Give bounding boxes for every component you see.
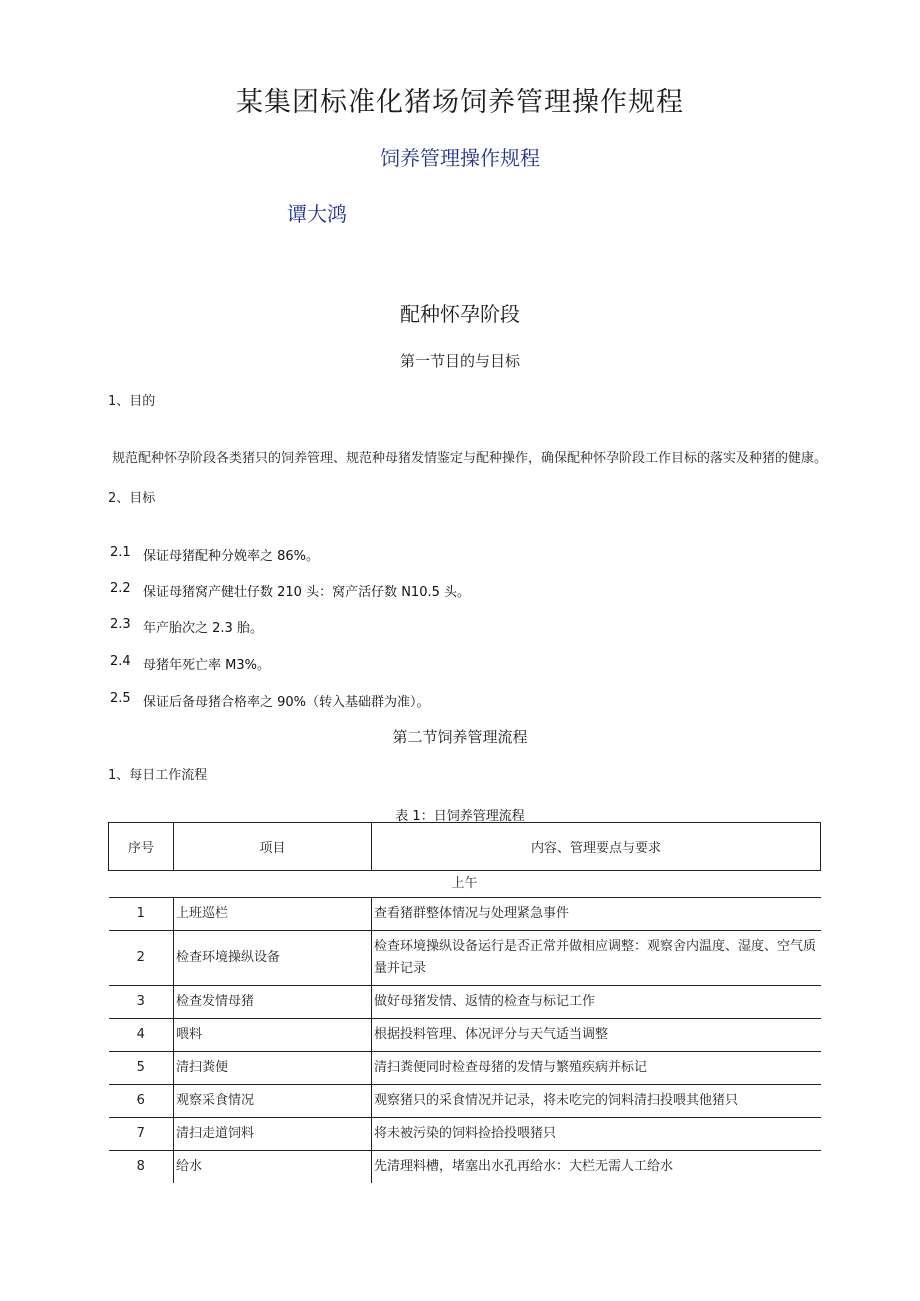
section-1-heading: 第一节目的与目标: [399, 352, 520, 370]
author-name: 谭大鸿: [287, 202, 347, 226]
row-content: 先清理料槽，堵塞出水孔再给水：大栏无需人工给水: [372, 1151, 821, 1184]
row-content: 查看猪群整体情况与处理紧急事件: [372, 898, 821, 931]
row-number: 6: [109, 1085, 174, 1118]
section-2-heading: 第二节饲养管理流程: [392, 728, 528, 746]
header-no: 序号: [109, 823, 174, 871]
row-content: 根据投料管理、体况评分与天气适当调整: [372, 1019, 821, 1052]
row-item: 清扫粪便: [174, 1052, 372, 1085]
daily-workflow-heading: 1、每日工作流程: [108, 768, 208, 783]
purpose-heading: 1、目的: [108, 394, 156, 409]
row-number: 5: [109, 1052, 174, 1085]
goal-number: 2.3: [110, 617, 131, 632]
row-number: 2: [109, 931, 174, 986]
header-item: 项目: [174, 823, 372, 871]
row-number: 4: [109, 1019, 174, 1052]
row-item: 清扫走道饲料: [174, 1118, 372, 1151]
period-label: 上午: [451, 876, 478, 891]
table-row: [109, 898, 821, 931]
table-row: [109, 1151, 821, 1184]
row-item: 观察采食情况: [174, 1085, 372, 1118]
table-row: [109, 931, 821, 986]
goal-text: 保证母猪配种分娩率之 86%。: [143, 549, 320, 564]
document-title: 某集团标准化猪场饲养管理操作规程: [236, 87, 684, 118]
goals-heading: 2、目标: [108, 491, 156, 506]
row-number: 3: [109, 986, 174, 1019]
goal-text: 保证后备母猪合格率之 90%（转入基础群为准）。: [143, 695, 430, 710]
table-row: [109, 1019, 821, 1052]
table-row: [109, 986, 821, 1019]
row-item: 给水: [174, 1151, 372, 1184]
period-row: [109, 871, 821, 898]
row-content: 清扫粪便同时检查母猪的发情与繁殖疾病并标记: [372, 1052, 821, 1085]
row-content: 检查环境操纵设备运行是否正常并做相应调整：观察舍内温度、湿度、空气质量并记录: [372, 931, 821, 986]
purpose-text: 规范配种怀孕阶段各类猪只的饲养管理、规范种母猪发情鉴定与配种操作，确保配种怀孕阶段工作目标的落实及种猪的健康。: [112, 451, 828, 466]
row-content: 观察猪只的采食情况并记录，将未吃完的饲料清扫投喂其他猪只: [372, 1085, 821, 1118]
row-number: 8: [109, 1151, 174, 1184]
document-subtitle: 饲养管理操作规程: [380, 146, 540, 170]
header-content: 内容、管理要点与要求: [372, 823, 821, 871]
goal-number: 2.2: [110, 581, 131, 596]
table-header-row: [109, 823, 821, 871]
row-item: 检查发情母猪: [174, 986, 372, 1019]
daily-workflow-table: [108, 822, 821, 1183]
goal-text: 保证母猪窝产健壮仔数 210 头：窝产活仔数 N10.5 头。: [143, 585, 471, 600]
table-caption: 表 1：日饲养管理流程: [395, 809, 525, 824]
table-row: [109, 1085, 821, 1118]
chapter-heading: 配种怀孕阶段: [400, 302, 520, 326]
table-row: [109, 1052, 821, 1085]
row-item: 检查环境操纵设备: [174, 931, 372, 986]
row-content: 将未被污染的饲料捡拾投喂猪只: [372, 1118, 821, 1151]
goal-number: 2.4: [110, 654, 131, 669]
table-row: [109, 1118, 821, 1151]
goal-number: 2.5: [110, 691, 131, 706]
row-item: 上班巡栏: [174, 898, 372, 931]
goal-text: 年产胎次之 2.3 胎。: [143, 621, 263, 636]
goal-text: 母猪年死亡率 M3%。: [143, 658, 270, 673]
row-number: 1: [109, 898, 174, 931]
row-number: 7: [109, 1118, 174, 1151]
goal-number: 2.1: [110, 545, 131, 560]
row-content: 做好母猪发情、返情的检查与标记工作: [372, 986, 821, 1019]
row-item: 喂料: [174, 1019, 372, 1052]
